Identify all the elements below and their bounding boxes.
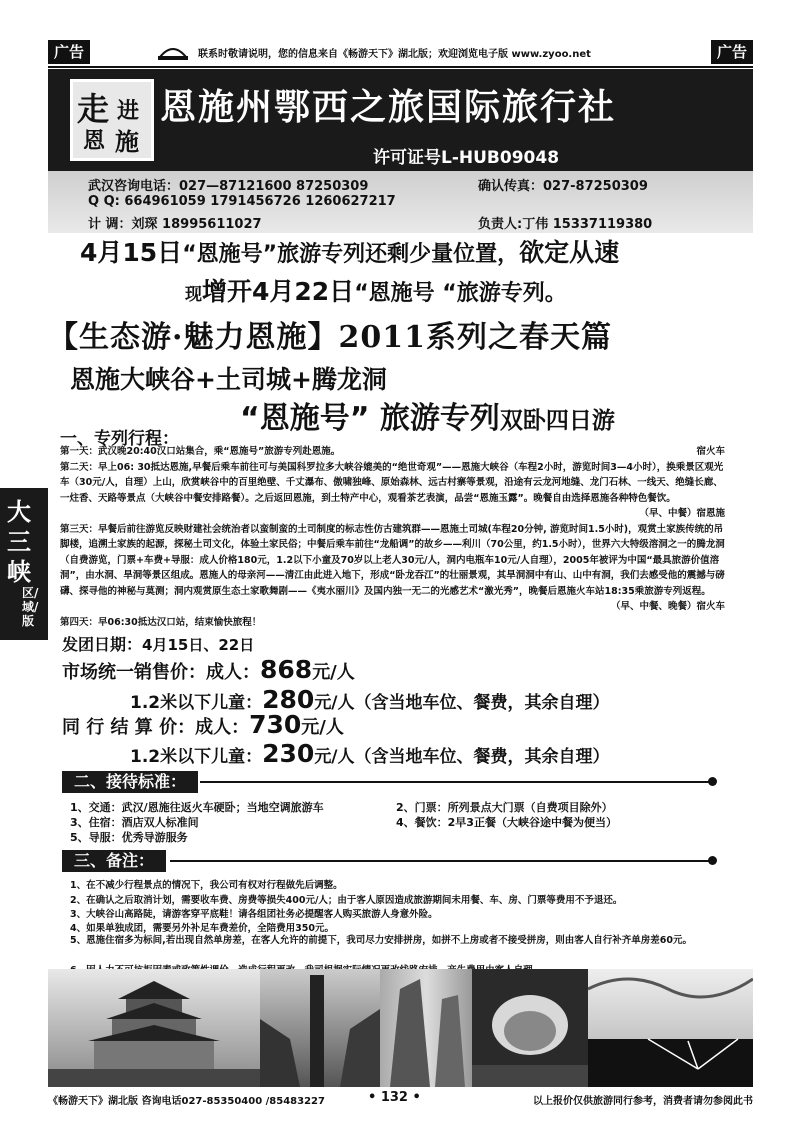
note-item: 2、在确认之后取消计划，需要收车费、房费等损失400元/人；由于客人原因造成旅游期间未用餐、车、房、门票等费用不予退还。: [70, 895, 623, 906]
departure-value: 4月15日、22日: [142, 636, 255, 654]
note-item: 4、如果单独成团，需要另外补足车费差价，全陪费用350元。: [70, 923, 334, 934]
headline-emphasis: 增开4月22日: [202, 277, 355, 306]
headline-text: “恩施号 “旅游专列。: [354, 281, 567, 306]
phone: 武汉咨询电话：027—87121600 87250309: [88, 179, 369, 194]
standards-heading: 二、接待标准：: [62, 771, 198, 793]
canyon-pillar-photo: [260, 969, 380, 1087]
cliff-photo: [380, 969, 472, 1087]
price-label: 1.2米以下儿童：: [130, 747, 263, 767]
contact-block: [48, 171, 753, 233]
planner: 计 调：刘琛 18995611027: [88, 217, 262, 232]
ad-label-left: 广告: [48, 40, 90, 64]
day-text: 第三天：早餐后前往游览反映财建社会统治者以蛮制蛮的土司制度的标志性仿古建筑群——恩施土司城(车程20分钟, 游览时间1.5小时)，观赏土家族传统的吊脚楼，追溯土家族的起源，探秘土司文化，体验土家民俗；中餐后乘车前往“龙船调”的故乡——利川（70公里，约1.5小时），世界六大特级溶洞之一的腾龙洞（自费游览，门票+车费+导服：成人价格180元，1.2以下小童及70岁以上老人30元/人，洞内电瓶车10元/人自理），2005年被评为中国“最具旅游价值溶洞”，由水洞、旱洞等景区组成。恩施人的母亲河——清江由此进入地下，形成“卧龙吞江”的壮丽景观，其旱洞洞中有山、山中有洞，我们去感受他的震撼与磅礴、探寻他的神秘与莫测；洞内观赏原生态土家歌舞剧——《夷水丽川》及国内独一无二的光感艺术“激光秀”，晚餐后恩施火车站18:35乘旅游专列返程。: [60, 523, 725, 597]
page-footer: [48, 1090, 753, 1108]
tusi-city-photo: [48, 969, 260, 1087]
day-text: 第二天：早上06: 30抵达恩施,早餐后乘车前往可与美国科罗拉多大峡谷媲美的“绝世奇观”——恩施大峡谷（车程2小时，游览时间3—4小时），换乘景区观光车（30元/人，自理）上山，欣赏峡谷中的百里绝壁、千丈瀑布、傲啸独峰、原始森林、远古村寨等景观，沿途有云龙河地缝、龙门石林、一线天、绝缝长廊、一炷香、天路等景点（大峡谷中餐安排路餐）。之后返回恩施，到土特产中心，观看茶艺表演，品尝“恩施玉露”。晚餐自由选择恩施各种特色餐饮。: [60, 461, 724, 504]
standard-item: 5、导服：优秀导游服务: [70, 831, 188, 844]
departure: [62, 632, 254, 655]
ad-label-right: 广告: [711, 40, 753, 64]
price-value: 280: [262, 685, 315, 714]
day-meal: （早、中餐、晚餐）宿火车: [610, 601, 725, 612]
headline-date: 4月15日: [80, 238, 183, 267]
series-title: 【生态游·魅力恩施】2011系列之春天篇: [48, 320, 612, 355]
standard-item: 2、门票：所列景点大门票（自费项目除外）: [396, 801, 613, 814]
express-title: [240, 393, 615, 437]
manager: 负责人:丁伟 15337119380: [478, 217, 653, 232]
itinerary-day: [60, 460, 725, 522]
price-label: 市场统一销售价：成人：: [62, 662, 260, 683]
peer-price-adult: [62, 710, 344, 739]
divider: [200, 781, 710, 783]
logo-char: 进: [117, 98, 140, 124]
itinerary-day: [60, 615, 725, 631]
express-suffix: 双卧四日游: [499, 408, 615, 434]
price-note: 元/人（含当地车位、餐费，其余自理）: [314, 747, 610, 767]
license-number: 许可证号L-HUB09048: [373, 148, 560, 168]
price-note: 元/人（含当地车位、餐费，其余自理）: [314, 693, 610, 713]
top-banner: [48, 40, 753, 66]
side-char: 峡: [7, 557, 31, 586]
price-unit: 元/人: [312, 662, 355, 683]
itinerary-heading: 一、专列行程：: [60, 429, 179, 449]
divider: [170, 860, 710, 862]
day-text: 第四天：早06:30抵达汉口站，结束愉快旅程！: [60, 616, 262, 628]
itinerary: [60, 444, 725, 654]
divider: [48, 66, 753, 68]
fax: 确认传真：027-87250309: [478, 179, 648, 194]
express-name: “恩施号” 旅游专列: [240, 401, 500, 436]
departure-label: 发团日期：: [62, 635, 143, 654]
headline-2: [185, 272, 567, 308]
side-char: 大: [7, 497, 31, 526]
standard-item: 3、住宿：酒店双人标准间: [70, 816, 199, 829]
bullet-dot: [708, 777, 717, 786]
headline-prefix: 现: [185, 285, 202, 305]
peer-price-child: [130, 739, 610, 768]
price-unit: 元/人: [301, 717, 344, 738]
footer-right: 以上报价仅供旅游同行参考，消费者请勿参阅此书: [533, 1096, 753, 1107]
standard-item: 4、餐饮：2早3正餐（大峡谷途中餐为便当）: [396, 816, 617, 829]
logo-char: 施: [115, 127, 139, 156]
headline-emphasis: 欲定从速: [519, 238, 620, 267]
magazine-logo-icon: [156, 43, 190, 61]
company-name: 恩施州鄂西之旅国际旅行社: [160, 87, 617, 128]
region-side-tab: [0, 488, 48, 640]
route-title: 恩施大峡谷+土司城+腾龙洞: [70, 365, 387, 394]
price-label: 1.2米以下儿童：: [130, 693, 263, 713]
headline-text: “恩施号”旅游专列还剩少量位置，: [182, 242, 520, 267]
side-region-label: 区/域/版: [22, 586, 39, 628]
contact-notice: 联系时敬请说明，您的信息来自《畅游天下》湖北版；欢迎浏览电子版 www.zyoo.net: [198, 49, 591, 60]
notes-heading: 三、备注：: [62, 850, 166, 872]
agency-logo: [70, 79, 154, 161]
standard-item: 1、交通：武汉/恩施往返火车硬卧；当地空调旅游车: [70, 801, 324, 814]
price-value: 868: [260, 655, 313, 684]
page-number: • 132 •: [368, 1090, 421, 1105]
bullet-dot: [708, 856, 717, 865]
itinerary-day: [60, 444, 725, 460]
note-item: 1、在不减少行程景点的情况下，我公司有权对行程做先后调整。: [70, 880, 343, 891]
note-item: 5、恩施住宿多为标间,若出现自然单房差，在客人允许的前提下，我司尽力安排拼房，如拼不上房或者不接受拼房，则由客人自行补齐单房差60元。: [70, 935, 692, 946]
photo-strip: [48, 969, 753, 1087]
agency-header: [48, 69, 753, 171]
logo-char: 走: [77, 90, 110, 128]
footer-left: 《畅游天下》湖北版 咨询电话027-85350400 /85483227: [48, 1096, 325, 1107]
laser-show-photo: [588, 969, 753, 1087]
market-price-adult: [62, 655, 355, 684]
price-label: 同 行 结 算 价：成人：: [62, 717, 250, 738]
itinerary-day: [60, 522, 725, 615]
day-meal: 宿火车: [696, 446, 725, 457]
day-text: 第一天：武汉晚20:40汉口站集合，乘“恩施号”旅游专列赴恩施。: [60, 446, 341, 457]
qq: Q Q: 664961059 1791456726 1260627217: [88, 194, 396, 209]
side-char: 三: [7, 527, 31, 556]
headline-1: [80, 233, 619, 269]
logo-char: 恩: [83, 128, 106, 154]
day-meal: （早、中餐）宿恩施: [639, 508, 725, 519]
cave-photo: [472, 969, 588, 1087]
price-value: 230: [262, 739, 315, 768]
note-item: 3、大峡谷山高路陡，请游客穿平底鞋！请各组团社务必提醒客人购买旅游人身意外险。: [70, 909, 438, 920]
price-value: 730: [249, 710, 302, 739]
